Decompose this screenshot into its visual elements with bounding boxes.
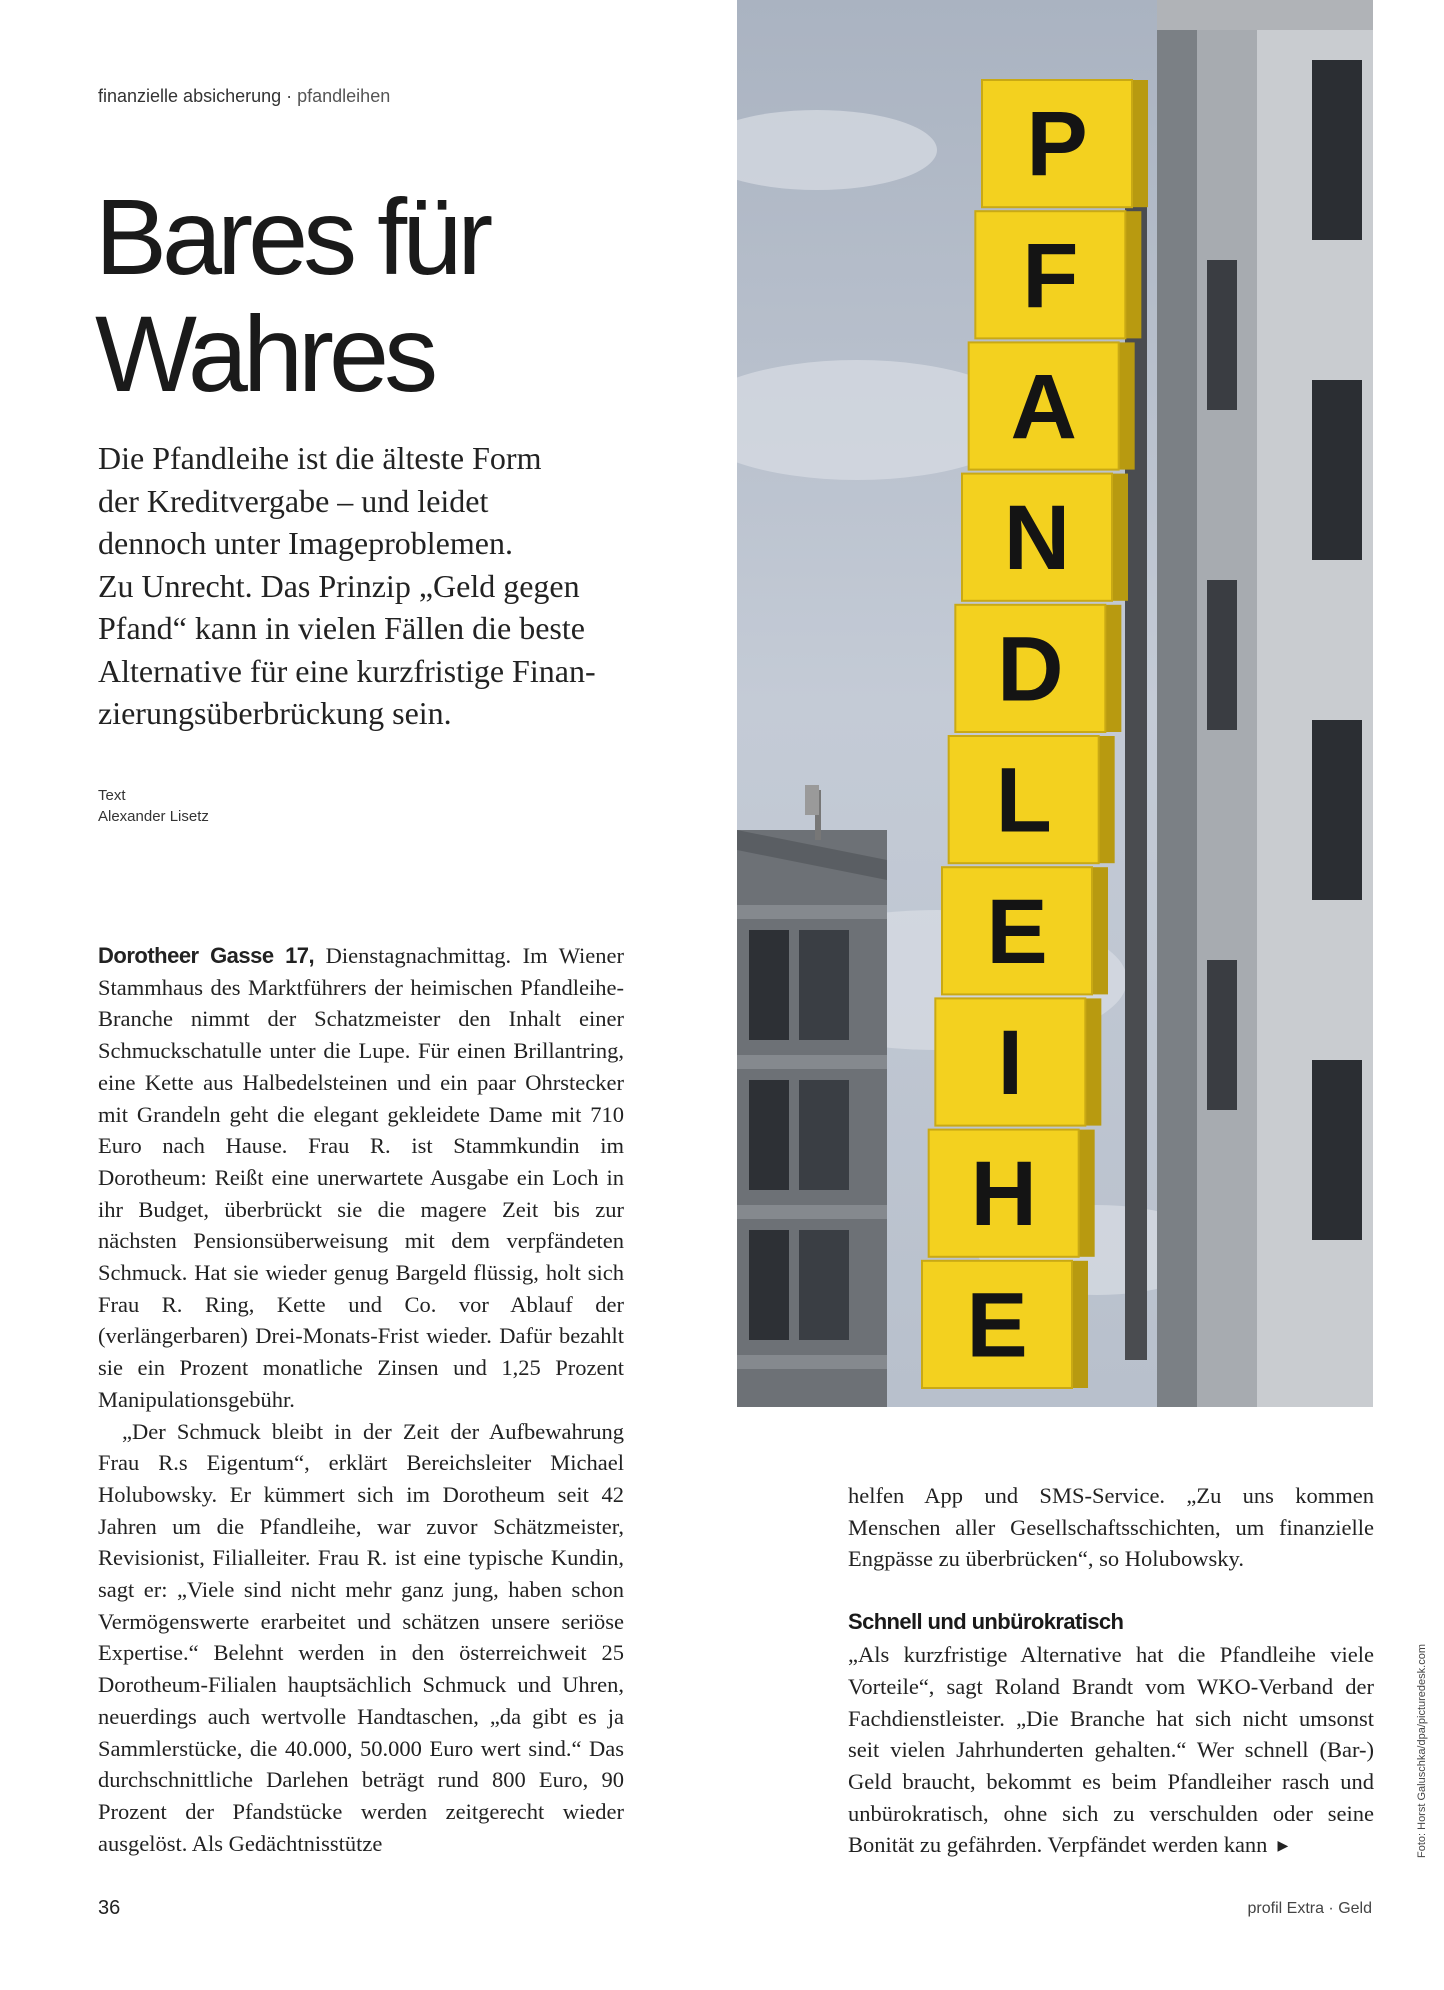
section-kicker [98,86,390,107]
body-paragraph [98,940,624,1416]
paragraph-text: „Als kurzfristige Alternative hat die Pfandleihe viele Vorteile“, sagt Roland Brandt vom WKO-Verband der Fachdienstleister. „Die Branche hat sich nicht umsonst seit vielen Jahrhunderten gehalten.“ Wer schnell (Bar-) Geld braucht, bekommt es beim Pfandleiher rasch und unbürokratisch, ohne sich zu verschulden oder seine Bonität zu gefährden. Verpfändet werden kann [848,1642,1374,1858]
sign-block-side [1112,474,1128,601]
sign-letter: A [1010,356,1077,458]
byline-author: Alexander Lisetz [98,808,209,825]
kicker-subsection: pfandleihen [297,86,391,106]
sign-block-side [1072,1261,1088,1388]
byline-label: Text [98,787,126,804]
kicker-separator: · [281,86,298,106]
sign-block-side [1125,211,1141,338]
sign-block-side [1119,342,1135,469]
sign-letter: H [970,1143,1037,1246]
right-building [1157,0,1373,1407]
lead-line: Pfand“ kann in vielen Fällen die beste [98,610,585,646]
sign-block-side [1132,80,1148,207]
lead-line: dennoch unter Imageproblemen. [98,525,513,561]
title-line-1: Bares für [95,176,489,297]
byline [98,785,209,827]
body-paragraph: helfen App und SMS-Service. „Zu uns kommen Menschen aller Gesellschaftsschichten, um finanzielle Engpässe zu überbrücken“, so Holubowsky. [848,1483,1374,1572]
photo-credit: Foto: Horst Galuschka/dpa/picturedesk.com [1416,1644,1428,1858]
publication-footer: profil Extra · Geld [1247,1900,1372,1917]
lead-line: Die Pfandleihe ist die älteste Form [98,440,542,476]
body-paragraph: „Der Schmuck bleibt in der Zeit der Aufbewahrung Frau R.s Eigentum“, erklärt Bereichsleiter Michael Holubowsky. Er kümmert sich im Dorotheum seit 42 Jahren um die Pfandleihe, war zuvor Schätzmeister, Revisionist, Filialleiter. Frau R. ist eine typische Kundin, sagt er: „Viele sind nicht mehr ganz jung, haben schon Vermögenswerte erarbeitet und schätzen unsere seriöse Expertise.“ Belehnt werden in den österreichweit 25 Dorotheum-Filialen hauptsächlich Schmuck und Uhren, neuerdings auch wertvolle Handtaschen, „da gibt es ja Sammlerstücke, die 40.000, 50.000 Euro wert sind.“ Das durchschnittliche Darlehen beträgt rund 800 Euro, 90 Prozent der Pfandstücke werden zeitgerecht wieder ausgelöst. Als Gedächtnisstütze [98,1418,624,1856]
continue-arrow-icon: ▶ [1277,1839,1289,1855]
lead-line: Zu Unrecht. Das Prinzip „Geld gegen [98,567,580,604]
sign-block-side [1092,867,1108,994]
lead-line: zierungsüberbrückung sein. [98,695,452,731]
title-line-2: Wahres [95,293,434,414]
body-column-1 [98,940,624,1859]
sign-letter: F [1022,224,1079,327]
kicker-section: finanzielle absicherung [98,86,282,106]
pfandleihe-sign-photo [737,0,1373,1407]
sign-letter: N [1003,487,1071,590]
body-column-2 [848,1480,1374,1863]
sign-letter: P [1026,93,1088,196]
sign-block-side [1105,605,1121,732]
lead-line: der Kreditvergabe – und leidet [98,482,489,519]
sign-block-side [1079,1130,1095,1257]
sign-letter: D [997,618,1064,721]
sign-letter: I [997,1012,1024,1114]
sign-block-side [1099,736,1115,863]
sign-letter: E [966,1274,1028,1377]
lead-paragraph [98,437,638,735]
body-paragraph [848,1639,1374,1863]
section-subheading: Schnell und unbürokratisch [848,1609,1124,1635]
run-in-heading: Dorotheer Gasse 17, [98,943,315,968]
left-building [737,785,887,1407]
article-title [95,178,488,412]
sign-block-side [1085,998,1101,1125]
sign-letter: E [986,880,1048,983]
sign-letter: L [995,749,1052,852]
page-number: 36 [98,1897,121,1919]
paragraph-text: Dienstagnachmittag. Im Wiener Stammhaus des Marktführers der heimischen Pfandleihe-Branche nimmt der Schatzmeister den Inhalt einer Schmuckschatulle unter die Lupe. Für einen Brillantring, eine Kette aus Halbedelsteinen und ein paar Ohrstecker mit Grandeln geht die elegant gekleidete Dame mit 710 Euro nach Hause. Frau R. ist Stammkundin im Dorotheum: Reißt eine unerwartete Ausgabe ein Loch in ihr Budget, überbrückt sie die magere Zeit bis zur nächsten Pensionsüberweisung mit dem verpfändeten Schmuck. Hat sie wieder genug Bargeld flüssig, holt sich Frau R. Ring, Kette und Co. vor Ablauf der (verlängerbaren) Drei-Monats-Frist wieder. Dafür bezahlt sie ein Prozent monatliche Zinsen und 1,25 Prozent Manipulationsgebühr. [98,943,624,1412]
lead-line: Alternative für eine kurzfristige Finan- [98,652,596,689]
photo-illustration [737,0,1373,1407]
